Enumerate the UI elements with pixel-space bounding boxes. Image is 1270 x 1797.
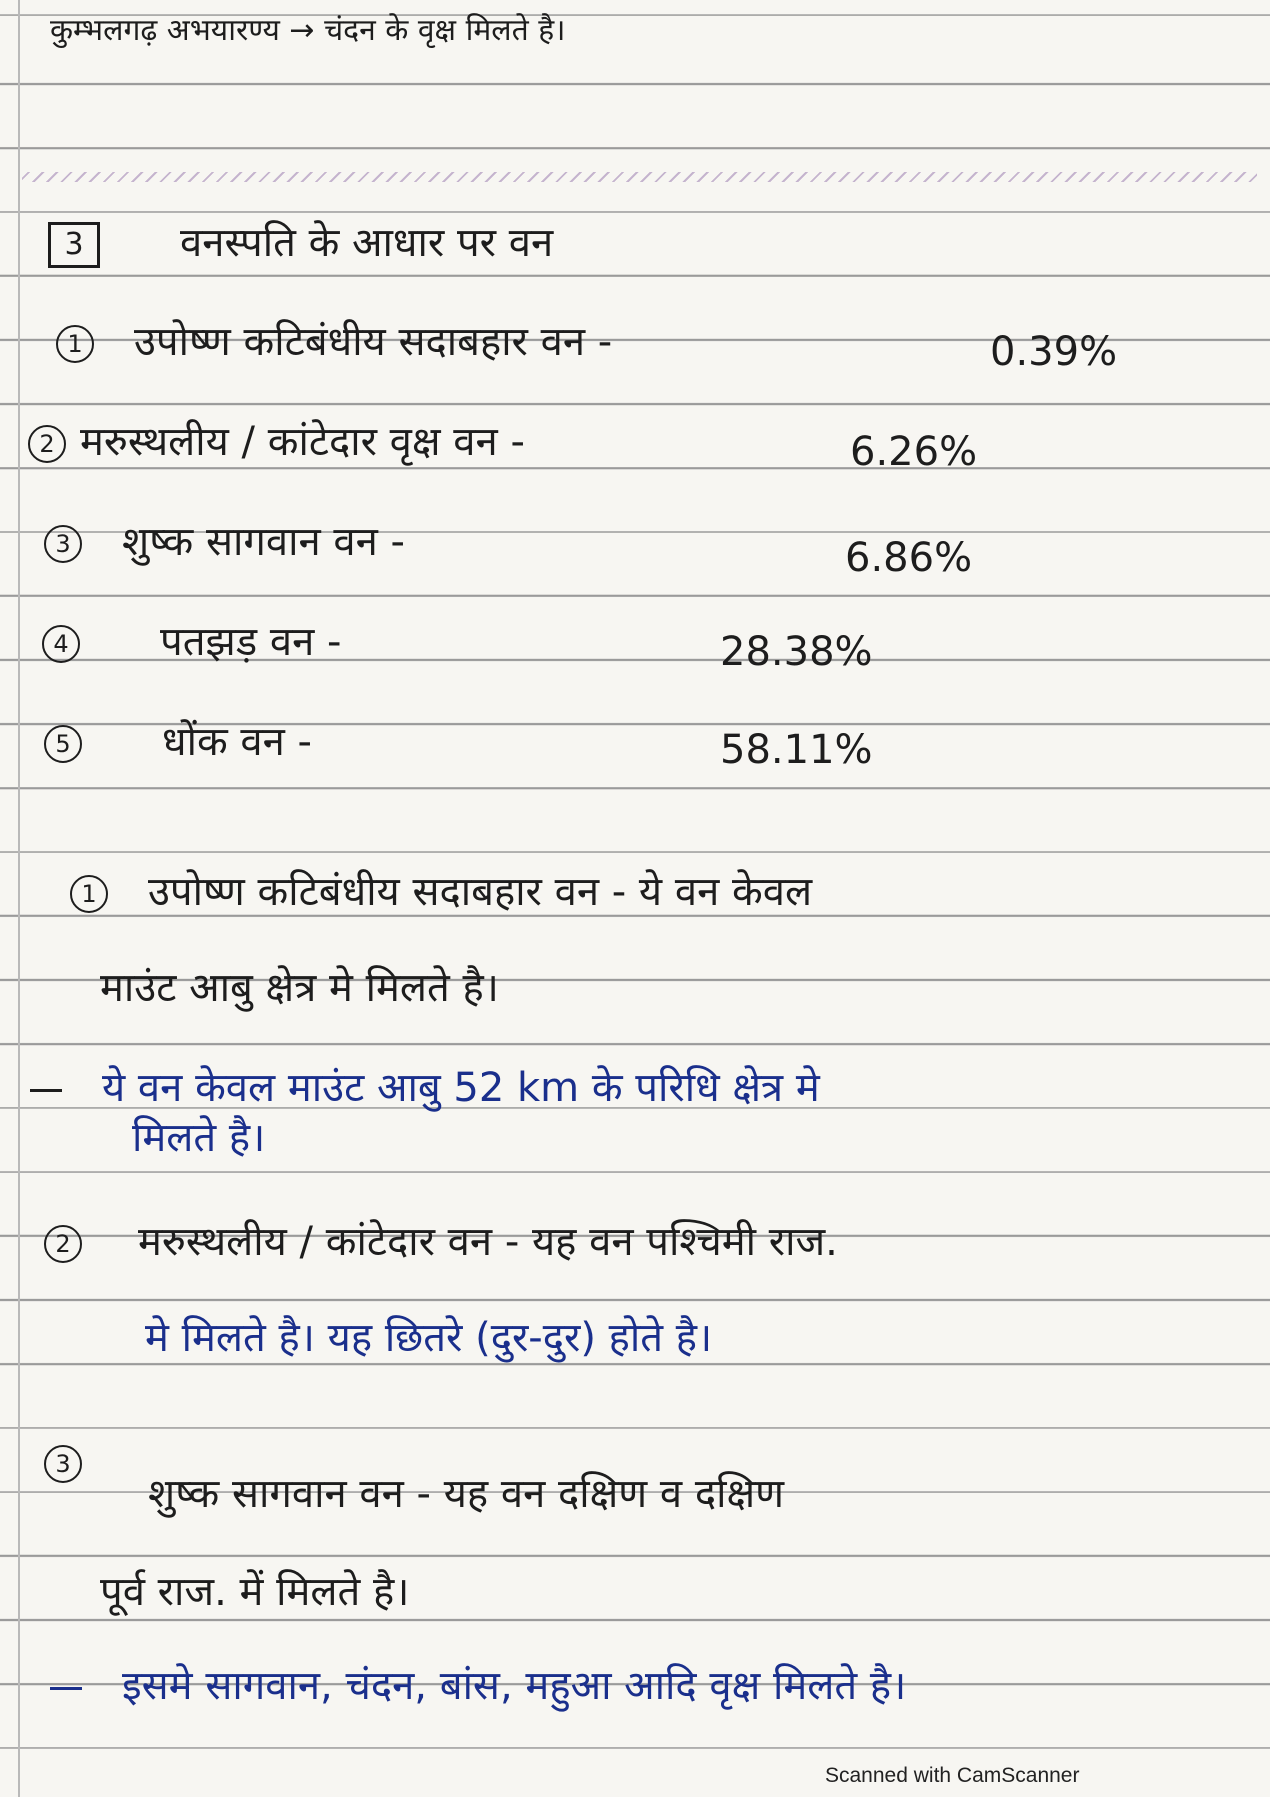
item-number: 4 [42, 625, 80, 663]
list-item [42, 619, 342, 665]
heading-number-box: 3 [48, 222, 100, 268]
note-1-line-2: माउंट आबु क्षेत्र मे मिलते है। [100, 965, 499, 1011]
note-1-sub-2: मिलते है। [132, 1115, 266, 1161]
note-3-number-row [44, 1442, 122, 1483]
list-item [44, 719, 312, 765]
item-value: 6.26% [850, 429, 978, 475]
item-number: 2 [28, 425, 66, 463]
note-3-line-1: शुष्क सागवान वन - यह वन दक्षिण व दक्षिण [148, 1471, 785, 1517]
note-1-line-1: 1 उपोष्ण कटिबंधीय सदाबहार वन - ये वन केवल [70, 872, 812, 913]
heading-text: वनस्पति के आधार पर वन [180, 220, 554, 266]
item-name: उपोष्ण कटिबंधीय सदाबहार वन - [134, 319, 613, 365]
note-2-line-2: मे मिलते है। यह छितरे (दुर-दुर) होते है। [145, 1315, 713, 1361]
item-number: 1 [56, 325, 94, 363]
wavy-divider [22, 172, 1257, 182]
list-item [44, 519, 405, 565]
item-name: धोंक वन - [162, 719, 312, 765]
item-number: 3 [44, 525, 82, 563]
note-2-line-1: 2 मरुस्थलीय / कांटेदार वन - यह वन पश्चिमी राज. [44, 1222, 838, 1263]
item-value: 28.38% [720, 629, 873, 675]
list-item [28, 419, 525, 465]
item-name: पतझड़ वन - [160, 619, 342, 665]
section-heading [48, 222, 553, 268]
item-value: 0.39% [990, 329, 1118, 375]
note-number: 1 [70, 875, 108, 913]
note-3-sub-1: इसमे सागवान, चंदन, बांस, महुआ आदि वृक्ष मिलते है। [50, 1666, 906, 1706]
list-item [56, 319, 613, 365]
margin-line [18, 0, 20, 1797]
item-number: 5 [44, 725, 82, 763]
item-name: मरुस्थलीय / कांटेदार वृक्ष वन - [80, 419, 525, 465]
item-name: शुष्क सागवान वन - [122, 519, 405, 565]
note-3-line-2: पूर्व राज. में मिलते है। [100, 1569, 410, 1615]
top-note: कुम्भलगढ़ अभयारण्य → चंदन के वृक्ष मिलते है। [50, 13, 566, 48]
item-value: 58.11% [720, 727, 873, 773]
note-number: 2 [44, 1225, 82, 1263]
scanner-watermark: Scanned with CamScanner [825, 1764, 1080, 1787]
item-value: 6.86% [845, 535, 973, 581]
note-1-sub-1: ये वन केवल माउंट आबु 52 km के परिधि क्षेत्र मे [30, 1068, 820, 1108]
note-number: 3 [44, 1445, 82, 1483]
